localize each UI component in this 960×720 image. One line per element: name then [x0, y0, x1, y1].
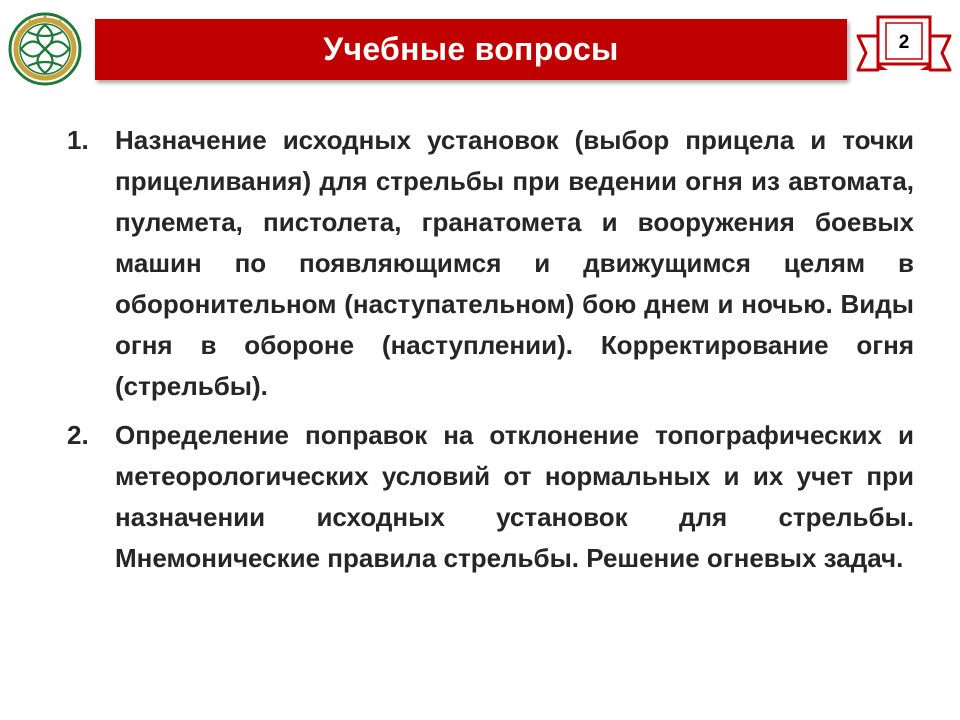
slide-number: 2 — [898, 32, 910, 53]
title-bar — [95, 19, 847, 80]
list-item-text: Назначение исходных установок (выбор прицела и точки прицеливания) для стрельбы при ведении огня из автомата, пулемета, пистолета, гранатомета и вооружения боевых машин по появляющимся и движущимся целям в оборонительном (наступательном) бою днем и ночью. Виды огня в обороне (наступлении). Корректирование огня (стрельбы). — [115, 125, 914, 401]
emblem-icon — [8, 12, 82, 86]
list-item — [62, 120, 914, 407]
page-title: Учебные вопросы — [323, 31, 619, 67]
list-item-number: 2. — [67, 420, 89, 450]
list-item-text: Определение поправок на отклонение топографических и метеорологических условий от нормальных и их учет при назначении исходных установок для стрельбы. Мнемонические правила стрельбы. Решение огневых задач. — [115, 420, 914, 573]
list-item — [62, 415, 914, 579]
questions-list — [62, 120, 914, 587]
university-logo — [8, 12, 82, 86]
list-item-number: 1. — [67, 125, 89, 155]
